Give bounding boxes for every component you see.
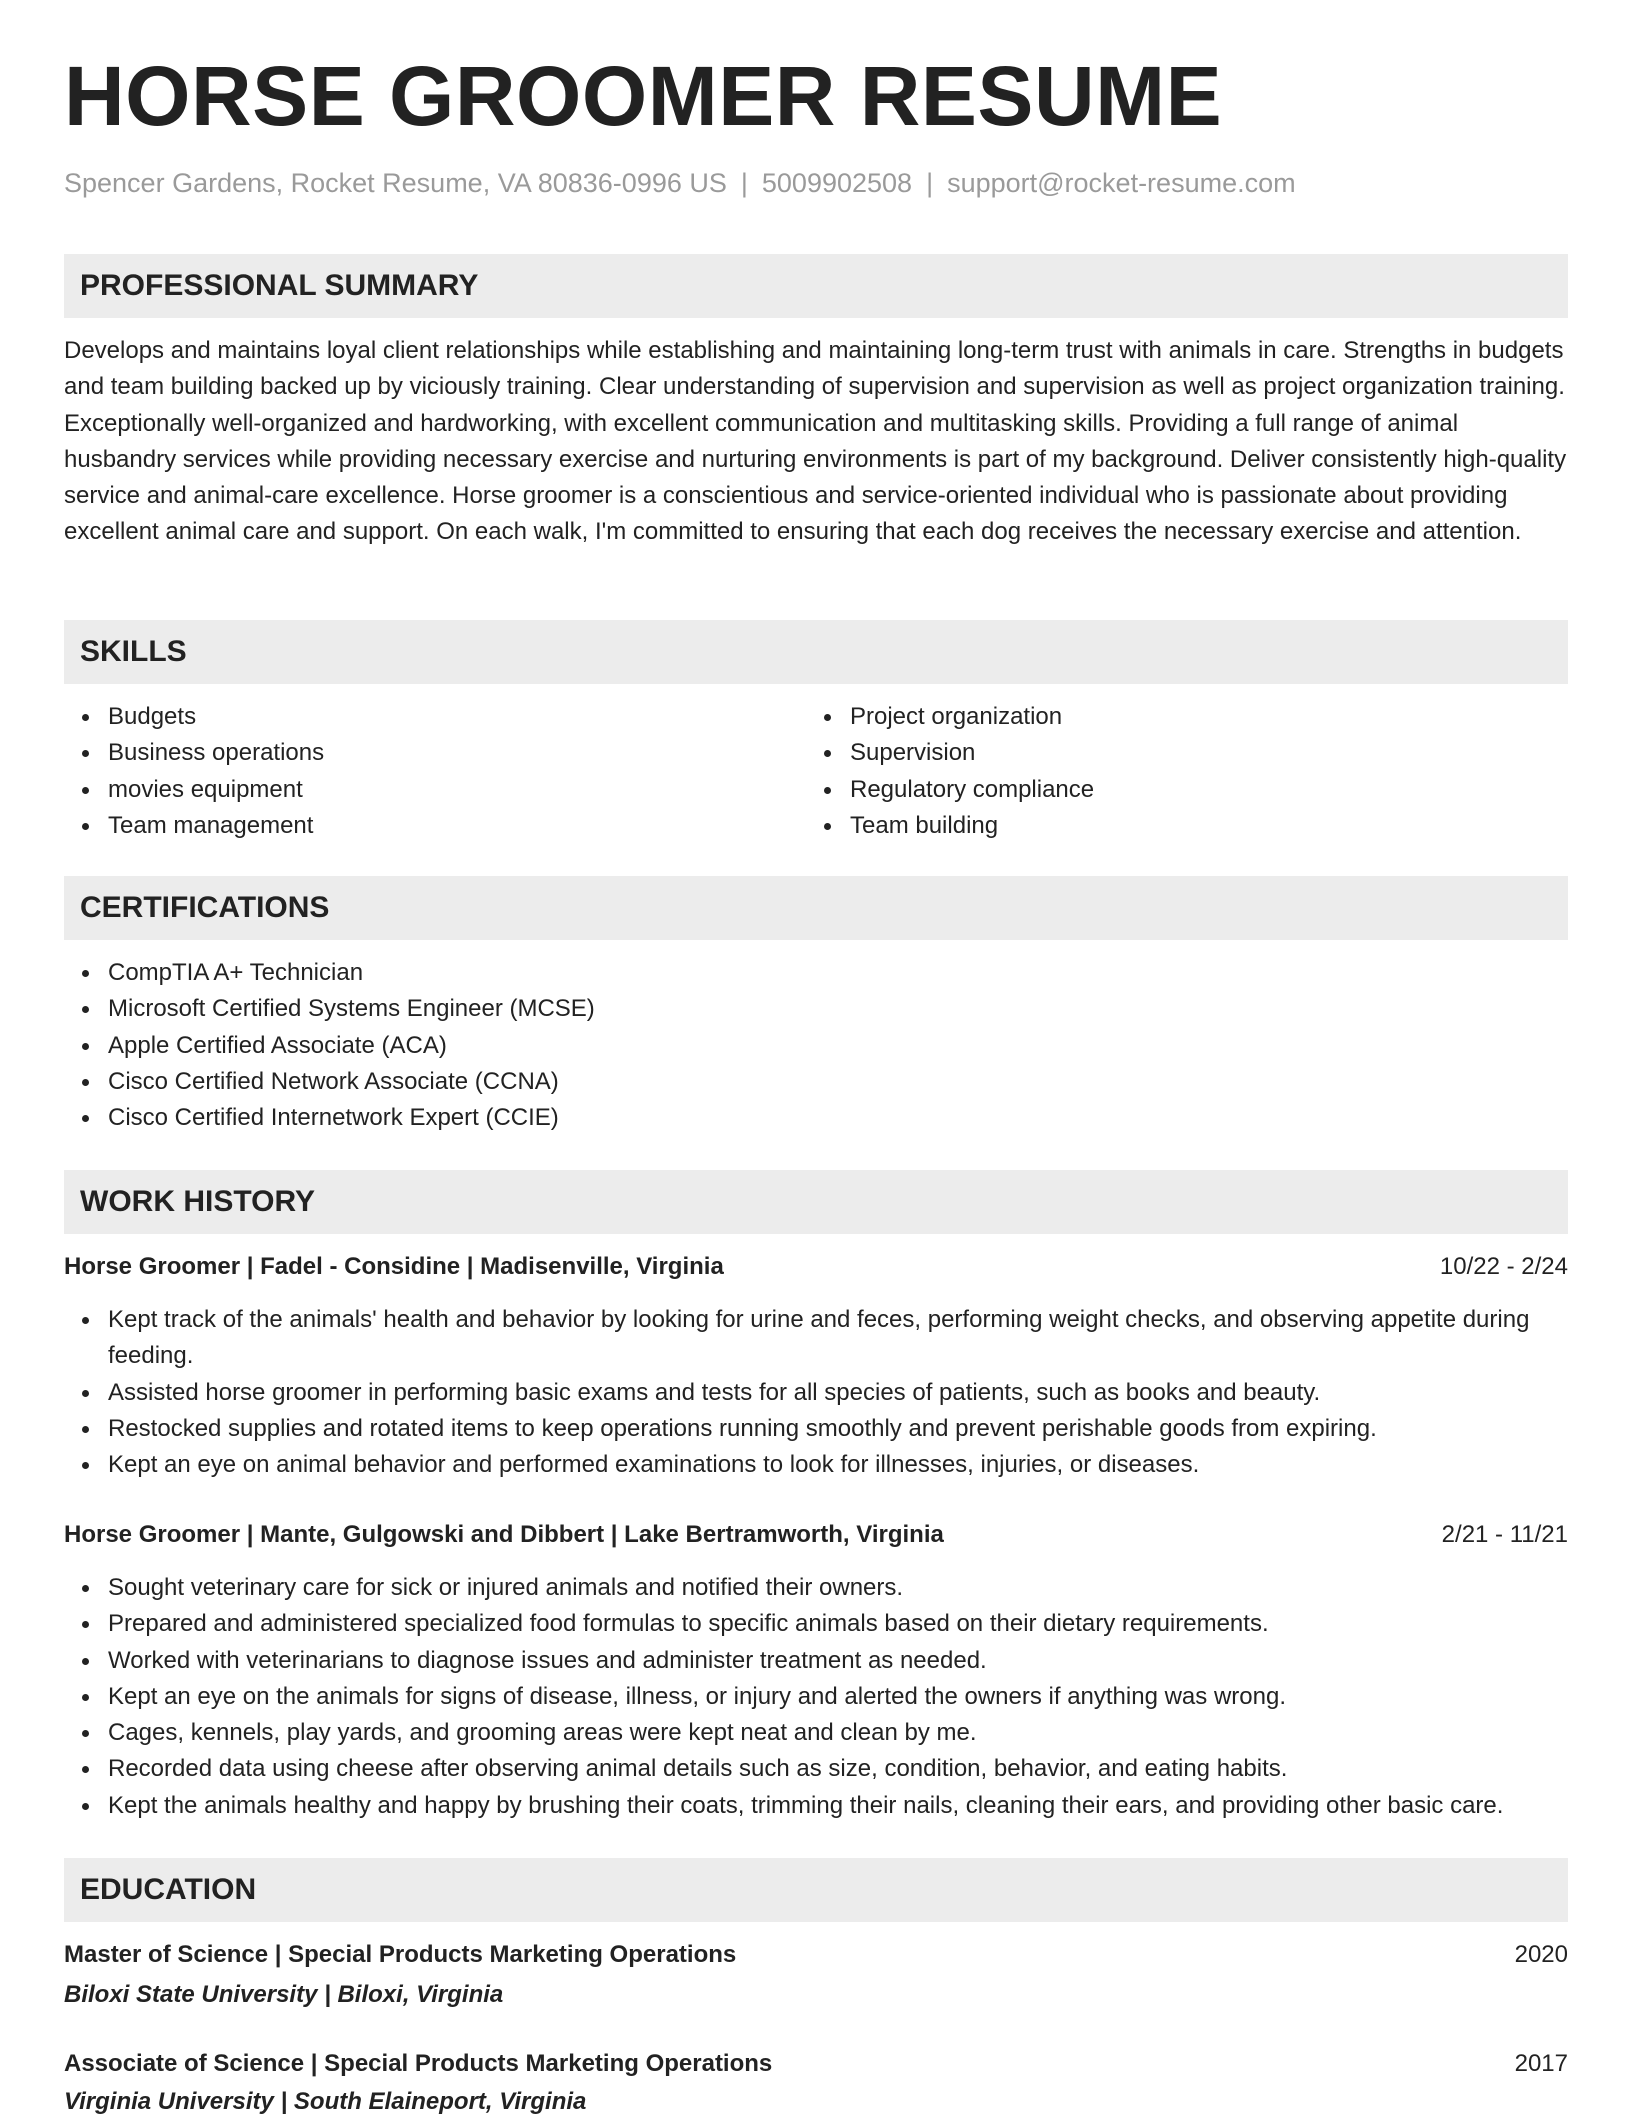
contact-phone: 5009902508 <box>761 168 913 198</box>
skill-item: Team management <box>108 808 808 844</box>
certifications-list <box>64 955 1568 1136</box>
contact-separator: | <box>926 168 934 198</box>
contact-email: support@rocket-resume.com <box>947 168 1296 198</box>
job-bullet: Kept an eye on the animals for signs of disease, illness, or injury and alerted the owners if anything was wrong. <box>108 1679 1568 1715</box>
degree-year: 2017 <box>1514 2050 1568 2077</box>
skill-item: Business operations <box>108 735 808 771</box>
degree-title: Master of Science | Special Products Marketing Operations <box>64 1941 737 1968</box>
job-bullet: Kept an eye on animal behavior and performed examinations to look for illnesses, injuries, or diseases. <box>108 1447 1568 1483</box>
contact-separator: | <box>740 168 748 198</box>
certification-item: Apple Certified Associate (ACA) <box>108 1028 1568 1064</box>
job-bullet: Assisted horse groomer in performing basic exams and tests for all species of patients, such as books and beauty. <box>108 1375 1568 1411</box>
skills-heading: SKILLS <box>64 620 1568 684</box>
job-dates: 2/21 - 11/21 <box>1441 1521 1568 1548</box>
job-bullet: Restocked supplies and rotated items to keep operations running smoothly and prevent perishable goods from expiring. <box>108 1411 1568 1447</box>
work-heading: WORK HISTORY <box>64 1170 1568 1234</box>
summary-text: Develops and maintains loyal client relationships while establishing and maintaining long-term trust with animals in care. Strengths in budgets and team building backed up by viciously training. Clear understanding of supervision and supervision as well as project organization training. Exceptionally well-organized and hardworking, with excellent communication and multitasking skills. Providing a full range of animal husbandry services while providing necessary exercise and nurturing environments is part of my background. Deliver consistently high-quality service and animal-care excellence. Horse groomer is a conscientious and service-oriented individual who is passionate about providing excellent animal care and support. On each walk, I'm committed to ensuring that each dog receives the necessary exercise and attention. <box>64 337 1567 546</box>
certification-item: Microsoft Certified Systems Engineer (MCSE) <box>108 991 1568 1027</box>
education-heading: EDUCATION <box>64 1858 1568 1922</box>
school-name: Virginia University | South Elaineport, Virginia <box>64 2088 587 2115</box>
job-bullet: Recorded data using cheese after observing animal details such as size, condition, behavior, and eating habits. <box>108 1751 1568 1787</box>
school-name: Biloxi State University | Biloxi, Virginia <box>64 1981 504 2008</box>
job-bullet: Prepared and administered specialized food formulas to specific animals based on their dietary requirements. <box>108 1606 1568 1642</box>
skill-item: Budgets <box>108 699 808 735</box>
job-bullet: Cages, kennels, play yards, and grooming areas were kept neat and clean by me. <box>108 1715 1568 1751</box>
skill-item: Regulatory compliance <box>850 772 1550 808</box>
contact-address: Spencer Gardens, Rocket Resume, VA 80836-0996 US <box>64 168 727 198</box>
summary-heading: PROFESSIONAL SUMMARY <box>64 254 1568 318</box>
job-bullet: Worked with veterinarians to diagnose issues and administer treatment as needed. <box>108 1643 1568 1679</box>
contact-line <box>64 168 1296 199</box>
skill-item: Supervision <box>850 735 1550 771</box>
certification-item: CompTIA A+ Technician <box>108 955 1568 991</box>
skills-list-right <box>806 699 1550 844</box>
skills-list-left <box>64 699 808 844</box>
skill-item: movies equipment <box>108 772 808 808</box>
degree-title: Associate of Science | Special Products Marketing Operations <box>64 2050 773 2077</box>
job-bullets <box>64 1302 1568 1483</box>
job-bullets <box>64 1570 1568 1824</box>
certifications-heading: CERTIFICATIONS <box>64 876 1568 940</box>
certification-item: Cisco Certified Network Associate (CCNA) <box>108 1064 1568 1100</box>
job-title: Horse Groomer | Fadel - Considine | Madisenville, Virginia <box>64 1253 724 1280</box>
job-bullet: Kept track of the animals' health and behavior by looking for urine and feces, performing weight checks, and observing appetite during feeding. <box>108 1302 1568 1375</box>
skill-item: Team building <box>850 808 1550 844</box>
job-dates: 10/22 - 2/24 <box>1439 1253 1568 1280</box>
job-title: Horse Groomer | Mante, Gulgowski and Dibbert | Lake Bertramworth, Virginia <box>64 1521 944 1548</box>
degree-year: 2020 <box>1514 1941 1568 1968</box>
resume-title: HORSE GROOMER RESUME <box>64 49 1223 143</box>
certification-item: Cisco Certified Internetwork Expert (CCIE) <box>108 1100 1568 1136</box>
job-bullet: Kept the animals healthy and happy by brushing their coats, trimming their nails, cleaning their ears, and providing other basic care. <box>108 1788 1568 1824</box>
skill-item: Project organization <box>850 699 1550 735</box>
job-bullet: Sought veterinary care for sick or injured animals and notified their owners. <box>108 1570 1568 1606</box>
